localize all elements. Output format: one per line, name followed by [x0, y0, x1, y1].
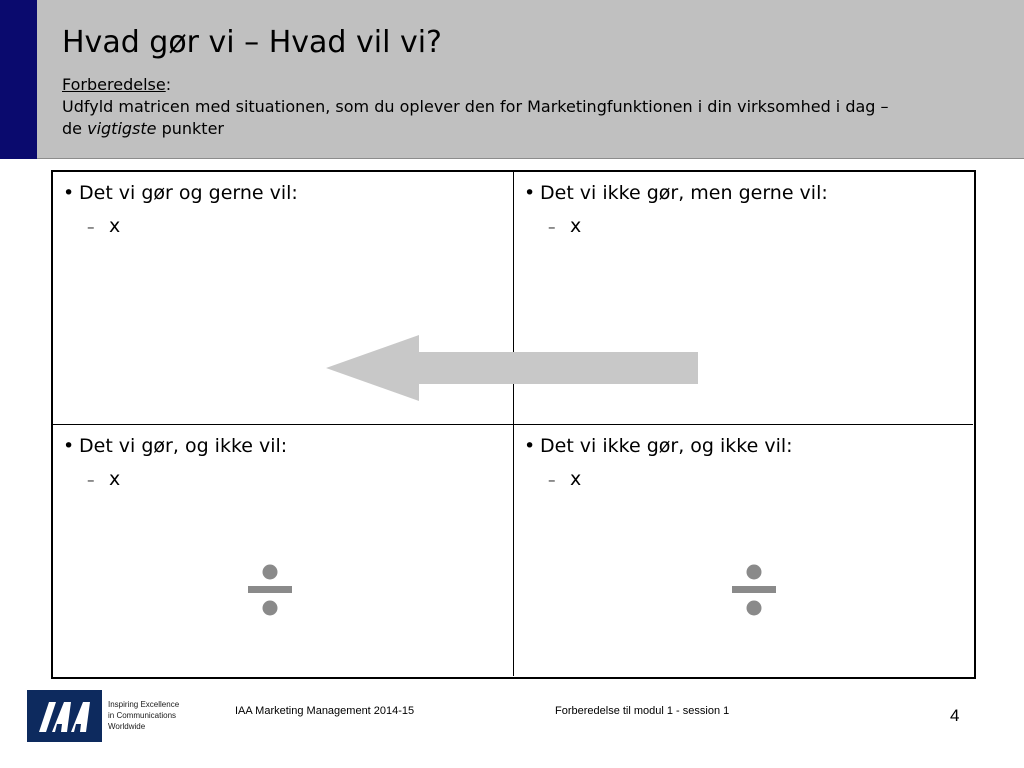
subtitle-label: Forberedelse [62, 75, 166, 94]
sub-item [63, 466, 503, 493]
bullet-heading [524, 433, 963, 459]
dash-icon: – [548, 218, 556, 236]
subtitle-line-1: Udfyld matricen med situationen, som du oplever den for Marketingfunktionen i din virksomhed i dag – [62, 97, 889, 116]
logo-tagline-line: Worldwide [108, 722, 146, 731]
dash-icon: – [87, 471, 95, 489]
bullet-icon: • [524, 182, 536, 204]
footer-course-text: IAA Marketing Management 2014-15 [235, 705, 415, 717]
bullet-heading [63, 433, 503, 459]
header-accent-bar [0, 0, 37, 159]
quadrant-heading: Det vi ikke gør, men gerne vil: [540, 182, 828, 204]
arrow-left-icon [326, 335, 698, 401]
bullet-icon: • [63, 182, 75, 204]
bullet-icon: • [524, 435, 536, 457]
quadrant-heading: Det vi gør, og ikke vil: [79, 435, 288, 457]
iaa-logo-icon [27, 690, 102, 742]
iaa-logo [27, 690, 187, 742]
header-band [0, 0, 1024, 159]
slide-title: Hvad gør vi – Hvad vil vi? [62, 25, 442, 60]
division-sign-icon [248, 564, 292, 616]
slide-subtitle [62, 74, 992, 140]
subtitle-colon: : [165, 75, 172, 94]
logo-tagline [108, 699, 198, 732]
sub-item-text: x [570, 215, 582, 237]
sub-item-text: x [109, 215, 121, 237]
matrix-table [51, 170, 976, 679]
bullet-heading [63, 180, 503, 206]
sub-item [524, 466, 963, 493]
subtitle-line-2-suffix: punkter [161, 119, 224, 138]
quadrant-bottom-left[interactable] [53, 425, 514, 676]
sub-item [524, 213, 963, 240]
logo-tagline-line: in Communications [108, 711, 177, 720]
sub-item-text: x [570, 468, 582, 490]
bullet-icon: • [63, 435, 75, 457]
subtitle-line-2-emphasis: vigtigste [87, 119, 157, 138]
iaa-logo-mark [27, 690, 102, 742]
subtitle-line-2-prefix: de [62, 119, 82, 138]
sub-item-text: x [109, 468, 121, 490]
footer-session-text: Forberedelse til modul 1 - session 1 [555, 705, 730, 717]
quadrant-heading: Det vi ikke gør, og ikke vil: [540, 435, 793, 457]
bullet-heading [524, 180, 963, 206]
quadrant-bottom-right[interactable] [514, 425, 973, 676]
division-sign-icon [732, 564, 776, 616]
logo-tagline-line: Inspiring Excellence [108, 700, 180, 709]
sub-item [63, 213, 503, 240]
dash-icon: – [87, 218, 95, 236]
page-number: 4 [950, 706, 960, 725]
dash-icon: – [548, 471, 556, 489]
quadrant-heading: Det vi gør og gerne vil: [79, 182, 298, 204]
